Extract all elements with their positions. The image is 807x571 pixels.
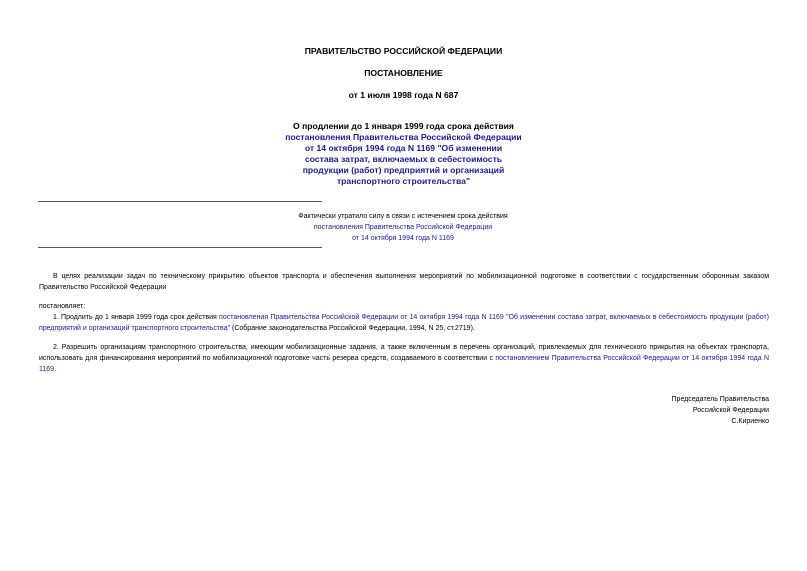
intro-paragraph: В целях реализации задач по техническому прикрытию объектов транспорта и обеспечения выполнения мероприятий по мобилизационной подготовке в соответствии с государственным оборонным заказом Правительство Российской Федерации	[39, 273, 769, 291]
status-note-line-1: Фактически утратило силу в связи с истечением срока действия	[298, 213, 508, 220]
status-note-link-line-2[interactable]: постановления Правительства Российской Федерации	[313, 224, 493, 231]
status-note-link-line-3[interactable]: от 14 октября 1994 года N 1169	[352, 235, 454, 242]
signature-position-1: Председатель Правительства	[671, 396, 769, 403]
status-note	[38, 211, 768, 244]
item-1-text: 1. Продлить до 1 января 1999 года срок действия	[53, 314, 220, 321]
item-1-link[interactable]: постановления Правительства Российской Федерации от 14 октября 1994 года N 1169 "Об изменении состава затрат, включаемых в себестоимость продукции (работ) предприятий и организаций транспортного строительства"	[39, 314, 770, 332]
signature-position-2: Российской Федерации	[692, 407, 769, 414]
item-2-suffix: .	[54, 366, 57, 373]
title-link-line-5[interactable]: продукции (работ) предприятий и организаций	[302, 165, 505, 175]
government-name: ПРАВИТЕЛЬСТВО РОССИЙСКОЙ ФЕДЕРАЦИИ	[304, 46, 503, 56]
title-link-line-2[interactable]: постановления Правительства Российской Федерации	[285, 132, 522, 142]
signature-block	[672, 394, 769, 427]
title-link-line-3[interactable]: от 14 октября 1994 года N 1169 "Об изменении	[304, 143, 503, 153]
item-2-text: 2. Разрешить организациям транспортного строительства, имеющим мобилизационные задания, а также включенным в перечень организаций, привлекаемых для технического прикрытия на объектах транспорта, использовать для финансирования мероприятий по мобилизационной подготовке часть резерва средств, создаваемого в соответствии с	[39, 344, 769, 362]
title-line-1: О продлении до 1 января 1999 года срока действия	[293, 121, 514, 131]
divider-top	[38, 201, 322, 202]
document-type: ПОСТАНОВЛЕНИЕ	[364, 68, 443, 78]
item-2-paragraph	[39, 342, 769, 375]
decides-label: постановляет:	[39, 303, 86, 310]
item-1-paragraph	[39, 312, 769, 334]
divider-bottom	[38, 247, 322, 248]
title-link-line-6[interactable]: транспортного строительства"	[336, 176, 471, 186]
item-2-link[interactable]: постановлением Правительства Российской Федерации от 14 октября 1994 года N 1169	[39, 355, 770, 373]
item-1-suffix: (Собрание законодательства Российской Федерации, 1994, N 25, ст.2719).	[230, 325, 475, 332]
document-date: от 1 июля 1998 года N 687	[348, 90, 459, 100]
title-link-line-4[interactable]: состава затрат, включаемых в себестоимость	[304, 154, 503, 164]
signature-name: С.Кириенко	[731, 418, 769, 425]
